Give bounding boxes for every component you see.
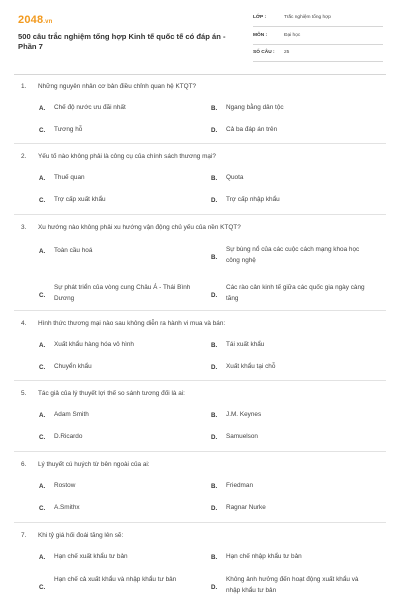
answer-text: Các rào cản kinh tế giữa các quốc gia ngày càng tăng (226, 284, 365, 302)
answer-key: D. (211, 364, 218, 371)
document-title: 500 câu trắc nghiệm tổng hợp Kinh tế quốc tế có đáp án - Phần 7 (18, 32, 226, 51)
answer-text: D.Ricardo (54, 433, 83, 440)
answer-text: Hạn chế xuất khẩu tư bản (54, 553, 128, 560)
question-number: 6. (21, 461, 27, 468)
answer-text: J.M. Keynes (226, 411, 262, 418)
answer-text: Xuất khẩu tại chỗ (226, 363, 276, 370)
question-number: 1. (21, 83, 27, 90)
answer-key: B. (211, 105, 218, 112)
question-label: Lý thuyết cú huých từ bên ngoài của ai: (38, 461, 150, 468)
answer-key: A. (39, 342, 46, 349)
info-value: 25 (284, 50, 290, 55)
site-logo[interactable] (18, 14, 53, 26)
question-text (21, 532, 123, 539)
info-key: LỚP : (253, 15, 267, 20)
question-divider (14, 522, 386, 523)
question-text (21, 320, 225, 327)
answer-key: B. (211, 412, 218, 419)
answer-text: Friedman (226, 482, 253, 489)
answer-text: Cả ba đáp án trên (226, 126, 278, 133)
answer-text: Tái xuất khẩu (226, 341, 265, 348)
answer-key: A. (39, 412, 46, 419)
document-header (0, 0, 400, 72)
answer-text: Quota (226, 174, 244, 181)
answer-key: D. (211, 292, 218, 299)
question-label: Yếu tố nào không phải là công cụ của chính sách thương mại? (38, 153, 216, 160)
question-label: Khi tỷ giá hối đoái tăng lên sẽ: (38, 532, 124, 539)
answer-key: D. (211, 197, 218, 204)
answer-text: Tương hỗ (54, 126, 83, 133)
question-divider (14, 310, 386, 311)
answer-text: Hạn chế nhập khẩu tư bản (226, 553, 302, 560)
answer-text: Thuế quan (54, 174, 85, 181)
answer-text: Không ảnh hưởng đến hoạt động xuất khẩu và nhập khẩu tư bản (226, 576, 359, 594)
answer-key: C. (39, 505, 46, 512)
answer-text: Chế độ nước ưu đãi nhất (54, 104, 126, 111)
answer-key: C. (39, 434, 46, 441)
question-number: 5. (21, 390, 27, 397)
answer-text: Ngang bằng dân tộc (226, 104, 284, 111)
info-value: Trắc nghiệm tổng hợp (284, 15, 331, 20)
answer-text: Sự phát triển của vòng cung Châu Á - Thái Bình Dương (54, 284, 191, 302)
question-label: Những nguyên nhân cơ bản điều chỉnh quan hệ KTQT? (38, 83, 197, 90)
answer-text: Ragnar Nurke (226, 504, 266, 511)
info-row-subject (253, 30, 383, 45)
answer-key: A. (39, 554, 46, 561)
info-panel (253, 12, 383, 65)
answer-text: A.Smithx (54, 504, 80, 511)
info-key: MÔN : (253, 32, 268, 38)
answer-text: Trợ cấp nhập khẩu (226, 196, 280, 203)
answer-key: A. (39, 483, 46, 490)
answer-key: C. (39, 127, 46, 134)
answer-text: Toàn cầu hoá (54, 247, 93, 254)
answer-key: A. (39, 248, 46, 255)
answer-text: Hạn chế cả xuất khẩu và nhập khẩu tư bản (54, 576, 177, 583)
answer-text: Rostow (54, 482, 76, 489)
header-divider (14, 74, 386, 75)
answer-key: B. (211, 254, 218, 261)
answer-key: B. (211, 175, 218, 182)
answer-key: D. (211, 584, 218, 591)
question-divider (14, 451, 386, 452)
answer-key: D. (211, 127, 218, 134)
answer-key: A. (39, 105, 46, 112)
question-divider (14, 214, 386, 215)
answer-key: B. (211, 342, 218, 349)
question-text (21, 461, 150, 468)
answer-key: D. (211, 505, 218, 512)
answer-key: C. (39, 292, 46, 299)
answer-key: C. (39, 197, 46, 204)
question-text (21, 153, 216, 160)
info-row-count (253, 47, 383, 62)
answer-key: C. (39, 364, 46, 371)
question-divider (14, 143, 386, 144)
answer-key: A. (39, 175, 46, 182)
question-text (21, 83, 196, 90)
logo-text: 2048 (18, 14, 44, 26)
answer-text: Adam Smith (54, 411, 89, 418)
answer-key: B. (211, 554, 218, 561)
answer-text: Xuất khẩu hàng hóa vô hình (54, 341, 134, 348)
question-text (21, 390, 185, 397)
question-text (21, 224, 241, 231)
question-number: 2. (21, 153, 27, 160)
answer-key: C. (39, 584, 46, 591)
info-value: Đại học (284, 32, 301, 38)
question-label: Tác giả của lý thuyết lợi thế so sánh tương đối là ai: (38, 390, 185, 397)
question-label: Hình thức thương mại nào sau không diễn ra hành vi mua và bán: (38, 320, 226, 327)
info-row-class (253, 12, 383, 27)
logo-suffix: .vn (43, 19, 53, 25)
answer-text: Samuelson (226, 433, 258, 440)
question-divider (14, 380, 386, 381)
answer-text: Trợ cấp xuất khẩu (54, 196, 106, 203)
question-number: 3. (21, 224, 27, 231)
question-number: 7. (21, 532, 27, 539)
answer-key: B. (211, 483, 218, 490)
question-label: Xu hướng nào không phải xu hướng vận động chủ yếu của nền KTQT? (38, 224, 241, 231)
info-key: SỐ CÂU : (253, 50, 275, 55)
answer-key: D. (211, 434, 218, 441)
question-number: 4. (21, 320, 27, 327)
answer-text: Sự bùng nổ của các cuộc cách mạng khoa học công nghệ (226, 246, 360, 264)
answer-text: Chuyển khẩu (54, 363, 92, 370)
